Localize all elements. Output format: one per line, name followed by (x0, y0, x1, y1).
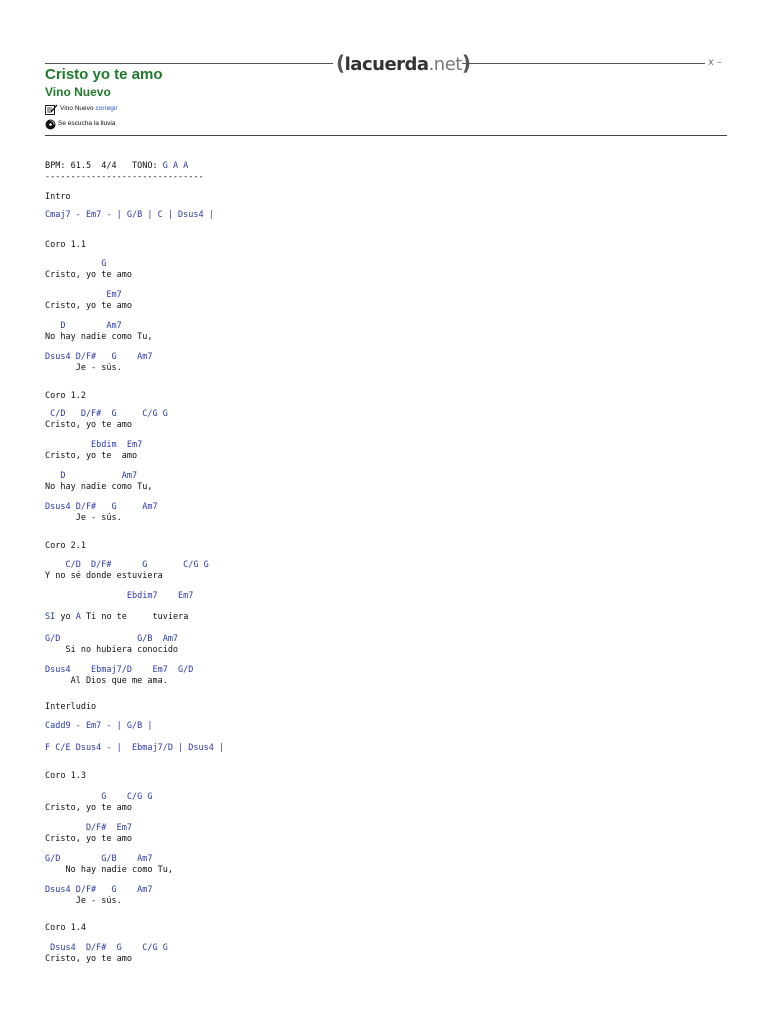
lyric-text: No hay nadie como Tu, (45, 865, 173, 875)
song-title: Cristo yo te amo (45, 66, 163, 83)
chord-line (45, 943, 168, 954)
logo-tld: .net (428, 54, 462, 75)
chord-line (45, 321, 122, 332)
lyric-line (45, 571, 163, 582)
lyric-text: Coro 1.4 (45, 923, 86, 933)
lyric-text: Cristo, yo te amo (45, 834, 132, 844)
lyric-line (45, 954, 132, 965)
artist-name[interactable]: Vino Nuevo (45, 85, 111, 99)
lyric-line (45, 270, 132, 281)
close-icon[interactable]: x – (708, 57, 723, 68)
chord-line (45, 792, 152, 803)
chord[interactable]: SI (45, 612, 56, 622)
chord-line (45, 634, 178, 645)
lyric-text: Coro 1.1 (45, 240, 86, 250)
chord[interactable]: Ebdim7 Em7 (45, 591, 194, 601)
listen-meta-row (45, 118, 115, 130)
chord-line (45, 854, 152, 865)
lyric-line (45, 803, 132, 814)
chord-line (45, 210, 214, 221)
lyric-line (45, 676, 168, 687)
correct-link[interactable]: corregir (95, 105, 118, 112)
lyric-text: Coro 2.1 (45, 541, 86, 551)
chord[interactable]: G (45, 259, 107, 269)
chord-line (45, 440, 142, 451)
header-rule-right (462, 63, 705, 64)
lyric-line (45, 363, 122, 374)
lyric-text: Coro 1.2 (45, 391, 86, 401)
chord-line (45, 352, 152, 363)
lyric-line (45, 771, 86, 782)
chord[interactable]: Em7 (45, 290, 122, 300)
chord[interactable]: Dsus4 D/F# G Am7 (45, 352, 153, 362)
lyric-text: Cristo, yo te amo (45, 301, 132, 311)
chord-line (45, 471, 137, 482)
lyric-text: Al Dios que me ama. (45, 676, 168, 686)
chord[interactable]: Dsus4 D/F# G C/G G (45, 943, 168, 953)
lyric-text: Interludio (45, 702, 97, 712)
chord[interactable]: Dsus4 D/F# G Am7 (45, 885, 153, 895)
chord[interactable]: Cadd9 - Em7 - | G/B | (45, 721, 153, 731)
lyric-line (45, 513, 122, 524)
chord[interactable]: G/D G/B Am7 (45, 634, 179, 644)
artist-meta-row (45, 103, 118, 115)
lyric-line (45, 645, 178, 656)
lyric-line (45, 192, 71, 203)
lyric-text: Ti no te tuviera (80, 612, 189, 622)
chord-line (45, 721, 152, 732)
lyric-line (45, 301, 132, 312)
lyric-line (45, 923, 86, 934)
chord[interactable]: D Am7 (45, 321, 122, 331)
lyric-text: Y no sé donde estuviera (45, 571, 163, 581)
chord[interactable]: C/D D/F# G C/G G (45, 560, 209, 570)
lyric-text: Cristo, yo te amo (45, 420, 132, 430)
lyric-line (45, 834, 132, 845)
header-rule-left (45, 63, 333, 64)
chord[interactable]: D/F# Em7 (45, 823, 132, 833)
chord[interactable]: F C/E Dsus4 - | Ebmaj7/D | Dsus4 | (45, 743, 225, 753)
lyric-text: Cristo, yo te amo (45, 803, 132, 813)
chord[interactable]: G A A (162, 161, 189, 171)
chord[interactable]: Ebdim Em7 (45, 440, 143, 450)
lyric-text: Je - sús. (45, 896, 122, 906)
lyric-text: Je - sús. (45, 363, 122, 373)
lyric-text: ------------------------------- (45, 172, 204, 182)
chord[interactable]: A (75, 612, 81, 622)
chord[interactable]: Dsus4 Ebmaj7/D Em7 G/D (45, 665, 194, 675)
lyric-line (45, 482, 152, 493)
lyric-text: Si no hubiera conocido (45, 645, 179, 655)
lyric-text: BPM: 61.5 4/4 TONO: (45, 161, 163, 171)
chord[interactable]: Cmaj7 - Em7 - | G/B | C | Dsus4 | (45, 210, 214, 220)
lyric-line (45, 541, 86, 552)
lyric-text: Coro 1.3 (45, 771, 86, 781)
lyric-text: Je - sús. (45, 513, 122, 523)
chord-line (45, 885, 152, 896)
lyric-line (45, 896, 122, 907)
lyric-text: Intro (45, 192, 71, 202)
chord[interactable]: G C/G G (45, 792, 153, 802)
lyric-line (45, 865, 173, 876)
lyric-text: Cristo, yo te amo (45, 451, 138, 461)
lyric-line (45, 161, 188, 172)
pencil-note-icon (45, 104, 58, 115)
chord-line (45, 259, 106, 270)
lyric-line (45, 172, 204, 183)
chord-line (45, 409, 168, 420)
lyric-line (45, 332, 152, 343)
artist-link[interactable]: Vino Nuevo (60, 105, 94, 112)
header-rule-bottom (45, 135, 727, 136)
chord-line (45, 502, 158, 513)
chord[interactable]: G/D G/B Am7 (45, 854, 153, 864)
lyric-line (45, 240, 86, 251)
chord[interactable]: Dsus4 D/F# G Am7 (45, 502, 158, 512)
chord-line (45, 743, 224, 754)
lyric-line (45, 612, 188, 623)
logo-paren-close: ) (461, 51, 471, 75)
site-logo[interactable] (336, 50, 470, 76)
chord-line (45, 591, 193, 602)
lyric-line (45, 451, 137, 462)
lyric-line (45, 420, 132, 431)
chord-line (45, 823, 132, 834)
lyric-text: Cristo, yo te amo (45, 270, 132, 280)
lyric-text: yo (55, 612, 76, 622)
chord-line (45, 560, 209, 571)
lyric-text: No hay nadie como Tu, (45, 482, 153, 492)
listen-link[interactable]: Se escucha la lluvia (58, 120, 116, 127)
logo-name: lacuerda (344, 54, 429, 75)
lyric-line (45, 391, 86, 402)
chord[interactable]: C/D D/F# G C/G G (45, 409, 168, 419)
lyric-text: Cristo, yo te amo (45, 954, 132, 964)
chord-line (45, 290, 122, 301)
lyric-text: No hay nadie como Tu, (45, 332, 153, 342)
disc-icon (45, 119, 56, 130)
chord[interactable]: D Am7 (45, 471, 138, 481)
lyric-line (45, 702, 96, 713)
logo-paren-open: ( (336, 51, 345, 75)
chord-line (45, 665, 193, 676)
